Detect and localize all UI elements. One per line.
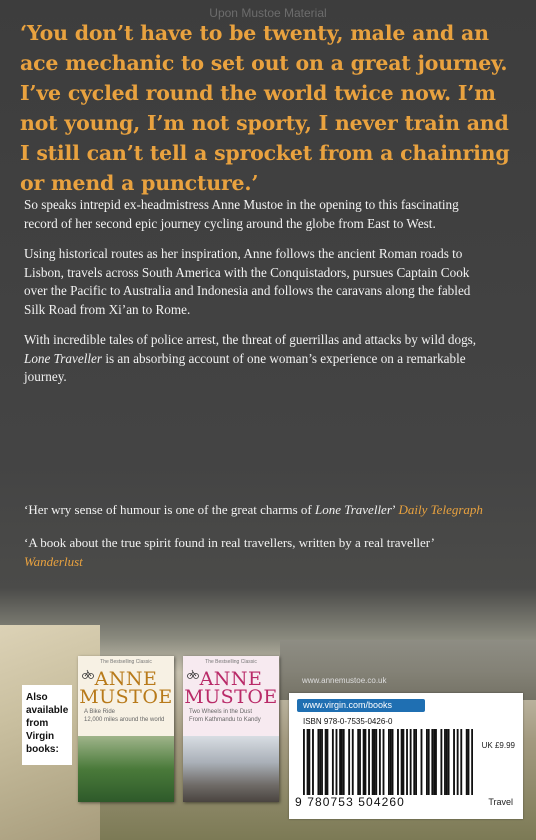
- barcode-bar: [383, 729, 385, 795]
- book-title-inline: Lone Traveller: [314, 502, 392, 517]
- barcode-bar: [357, 729, 359, 795]
- review-source: Wanderlust: [24, 554, 83, 569]
- barcode-bar: [341, 729, 343, 795]
- isbn-text: ISBN 978-0-7535-0426-0: [303, 717, 393, 726]
- review-source: Daily Telegraph: [398, 502, 483, 517]
- barcode-number: 9 780753 504260: [295, 795, 405, 809]
- barcode-bar: [431, 729, 433, 795]
- barcode-bar: [303, 729, 305, 795]
- barcode-bar: [457, 729, 459, 795]
- barcode-bar: [343, 729, 345, 795]
- barcode-bar: [410, 729, 412, 795]
- barcode-bar: [359, 729, 361, 795]
- landscape-hills: [280, 640, 536, 700]
- barcode-bar: [368, 729, 370, 795]
- top-faint-text: Upon Mustoe Material: [209, 6, 327, 20]
- barcode-bar: [421, 729, 423, 795]
- barcode-bar: [415, 729, 417, 795]
- barcode-bar: [453, 729, 455, 795]
- barcode-bar: [435, 729, 437, 795]
- barcode-bar: [440, 729, 442, 795]
- reviews: [24, 500, 494, 585]
- barcode-bar: [364, 729, 366, 795]
- barcode-bar: [460, 729, 462, 795]
- barcode-bar: [317, 729, 319, 795]
- blurb-text: With incredible tales of police arrest, the threat of guerrillas and attacks by wild dogs,: [24, 332, 477, 347]
- barcode-bar: [466, 729, 468, 795]
- blurb: [24, 196, 494, 399]
- barcode-bar: [327, 729, 329, 795]
- blurb-paragraph-1: So speaks intrepid ex-headmistress Anne Mustoe in the opening to this fascinating record of her second epic journey cycling around the globe from East to West.: [24, 197, 459, 231]
- book-cover-image: [183, 736, 279, 802]
- barcode-bar: [448, 729, 450, 795]
- barcode: [303, 729, 473, 795]
- review-2: [24, 533, 494, 571]
- review-text: ‘Her wry sense of humour is one of the great charms of: [24, 502, 315, 517]
- barcode-bar: [319, 729, 321, 795]
- barcode-bar: [375, 729, 377, 795]
- barcode-bar: [321, 729, 323, 795]
- book-cover-two-wheels: [183, 656, 279, 802]
- book-subtitle: From Kathmandu to Kandy: [189, 717, 261, 723]
- barcode-bar: [374, 729, 376, 795]
- blurb-paragraph-2: Using historical routes as her inspiration, Anne follows the ancient Roman roads to Lisbon, travels across South America with the Conquistadors, pursues Captain Cook over the Pacific to Australia and Indonesia and follows the caravans along the fabled Silk Road from Xi’an to Rome.: [24, 246, 471, 317]
- barcode-bar: [444, 729, 446, 795]
- review-text: ‘A book about the true spirit found in real travellers, written by a real traveller’: [24, 535, 434, 550]
- book-cover-image: [78, 736, 174, 802]
- blurb-text: is an absorbing account of one woman’s experience on a remarkable journey.: [24, 350, 466, 384]
- barcode-bar: [413, 729, 415, 795]
- book-series-line: The Bestselling Classic: [205, 659, 257, 665]
- price: UK £9.99: [481, 741, 515, 750]
- barcode-bar: [402, 729, 404, 795]
- barcode-bar: [388, 729, 390, 795]
- barcode-bar: [401, 729, 403, 795]
- book-title-main: Two Wheels in the Dust: [189, 709, 253, 715]
- barcode-bar: [307, 729, 309, 795]
- publisher-url: www.virgin.com/books: [297, 699, 425, 712]
- barcode-bar: [406, 729, 408, 795]
- barcode-bar: [446, 729, 448, 795]
- barcode-bar: [433, 729, 435, 795]
- barcode-bar: [397, 729, 399, 795]
- book-title: [84, 708, 168, 724]
- barcode-bar: [332, 729, 334, 795]
- barcode-bar: [392, 729, 394, 795]
- barcode-bar: [428, 729, 430, 795]
- review-1: [24, 500, 494, 519]
- barcode-bar: [426, 729, 428, 795]
- book-series-line: The Bestselling Classic: [100, 659, 152, 665]
- barcode-bar: [308, 729, 310, 795]
- barcode-bar: [312, 729, 314, 795]
- also-available-label: Also available from Virgin books:: [22, 685, 72, 765]
- barcode-bar: [363, 729, 365, 795]
- barcode-bar: [468, 729, 470, 795]
- barcode-bar: [348, 729, 350, 795]
- barcode-panel: [289, 693, 523, 819]
- book-author: ANNE MUSTOE: [184, 668, 278, 708]
- barcode-bar: [471, 729, 473, 795]
- genre: Travel: [488, 797, 513, 807]
- barcode-bar: [352, 729, 354, 795]
- author-website: www.annemustoe.co.uk: [302, 676, 387, 685]
- barcode-bar: [390, 729, 392, 795]
- book-title-main: A Bike Ride: [84, 709, 116, 715]
- book-title: [189, 708, 273, 724]
- barcode-bar: [372, 729, 374, 795]
- blurb-paragraph-3: [24, 331, 494, 387]
- book-title-inline: Lone Traveller: [24, 350, 103, 366]
- review-text: ’: [391, 502, 399, 517]
- barcode-bar: [339, 729, 341, 795]
- barcode-bar: [336, 729, 338, 795]
- pull-quote: ‘You don’t have to be twenty, male and an ace mechanic to set out on a great journey. I’ve cycled round the world twice now. I’m not young, I’m not sporty, I never train and I still can’t tell a sprocket from a chainring or mend a puncture.’: [20, 21, 510, 195]
- book-subtitle: 12,000 miles around the world: [84, 717, 165, 723]
- barcode-bar: [325, 729, 327, 795]
- barcode-bar: [379, 729, 381, 795]
- book-cover-a-bike-ride: [78, 656, 174, 802]
- book-author: ANNE MUSTOE: [79, 668, 173, 708]
